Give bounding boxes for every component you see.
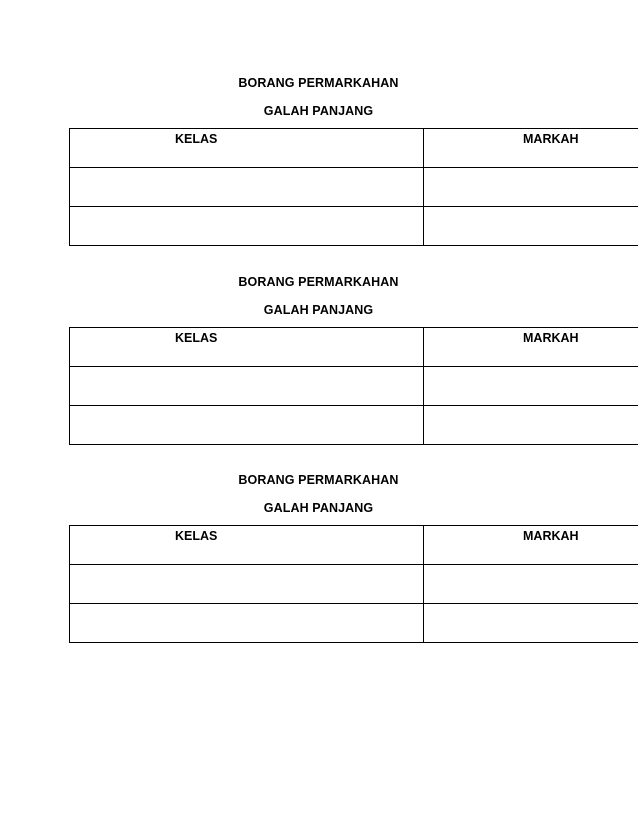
table-row bbox=[70, 207, 638, 246]
form-subtitle: GALAH PANJANG bbox=[263, 104, 374, 118]
score-table bbox=[69, 128, 638, 246]
column-header-kelas: KELAS bbox=[70, 526, 424, 565]
table-row bbox=[70, 367, 638, 406]
form-subtitle: GALAH PANJANG bbox=[263, 501, 374, 515]
table-row bbox=[70, 604, 638, 643]
form-title: BORANG PERMARKAHAN bbox=[238, 275, 399, 289]
table-row bbox=[70, 406, 638, 445]
markah-cell[interactable] bbox=[424, 207, 638, 246]
column-header-markah: MARKAH bbox=[424, 129, 638, 168]
kelas-cell[interactable] bbox=[70, 207, 424, 246]
column-header-markah: MARKAH bbox=[424, 526, 638, 565]
table-header-row bbox=[70, 328, 638, 367]
markah-cell[interactable] bbox=[424, 406, 638, 445]
markah-cell[interactable] bbox=[424, 565, 638, 604]
kelas-cell[interactable] bbox=[70, 406, 424, 445]
kelas-cell[interactable] bbox=[70, 565, 424, 604]
markah-cell[interactable] bbox=[424, 604, 638, 643]
form-title: BORANG PERMARKAHAN bbox=[238, 76, 399, 90]
score-table bbox=[69, 327, 638, 445]
table-row bbox=[70, 168, 638, 207]
kelas-cell[interactable] bbox=[70, 168, 424, 207]
form-subtitle: GALAH PANJANG bbox=[263, 303, 374, 317]
column-header-kelas: KELAS bbox=[70, 328, 424, 367]
column-header-kelas: KELAS bbox=[70, 129, 424, 168]
table-row bbox=[70, 565, 638, 604]
markah-cell[interactable] bbox=[424, 367, 638, 406]
form-title: BORANG PERMARKAHAN bbox=[238, 473, 399, 487]
kelas-cell[interactable] bbox=[70, 604, 424, 643]
column-header-markah: MARKAH bbox=[424, 328, 638, 367]
score-table bbox=[69, 525, 638, 643]
table-header-row bbox=[70, 526, 638, 565]
kelas-cell[interactable] bbox=[70, 367, 424, 406]
markah-cell[interactable] bbox=[424, 168, 638, 207]
table-header-row bbox=[70, 129, 638, 168]
